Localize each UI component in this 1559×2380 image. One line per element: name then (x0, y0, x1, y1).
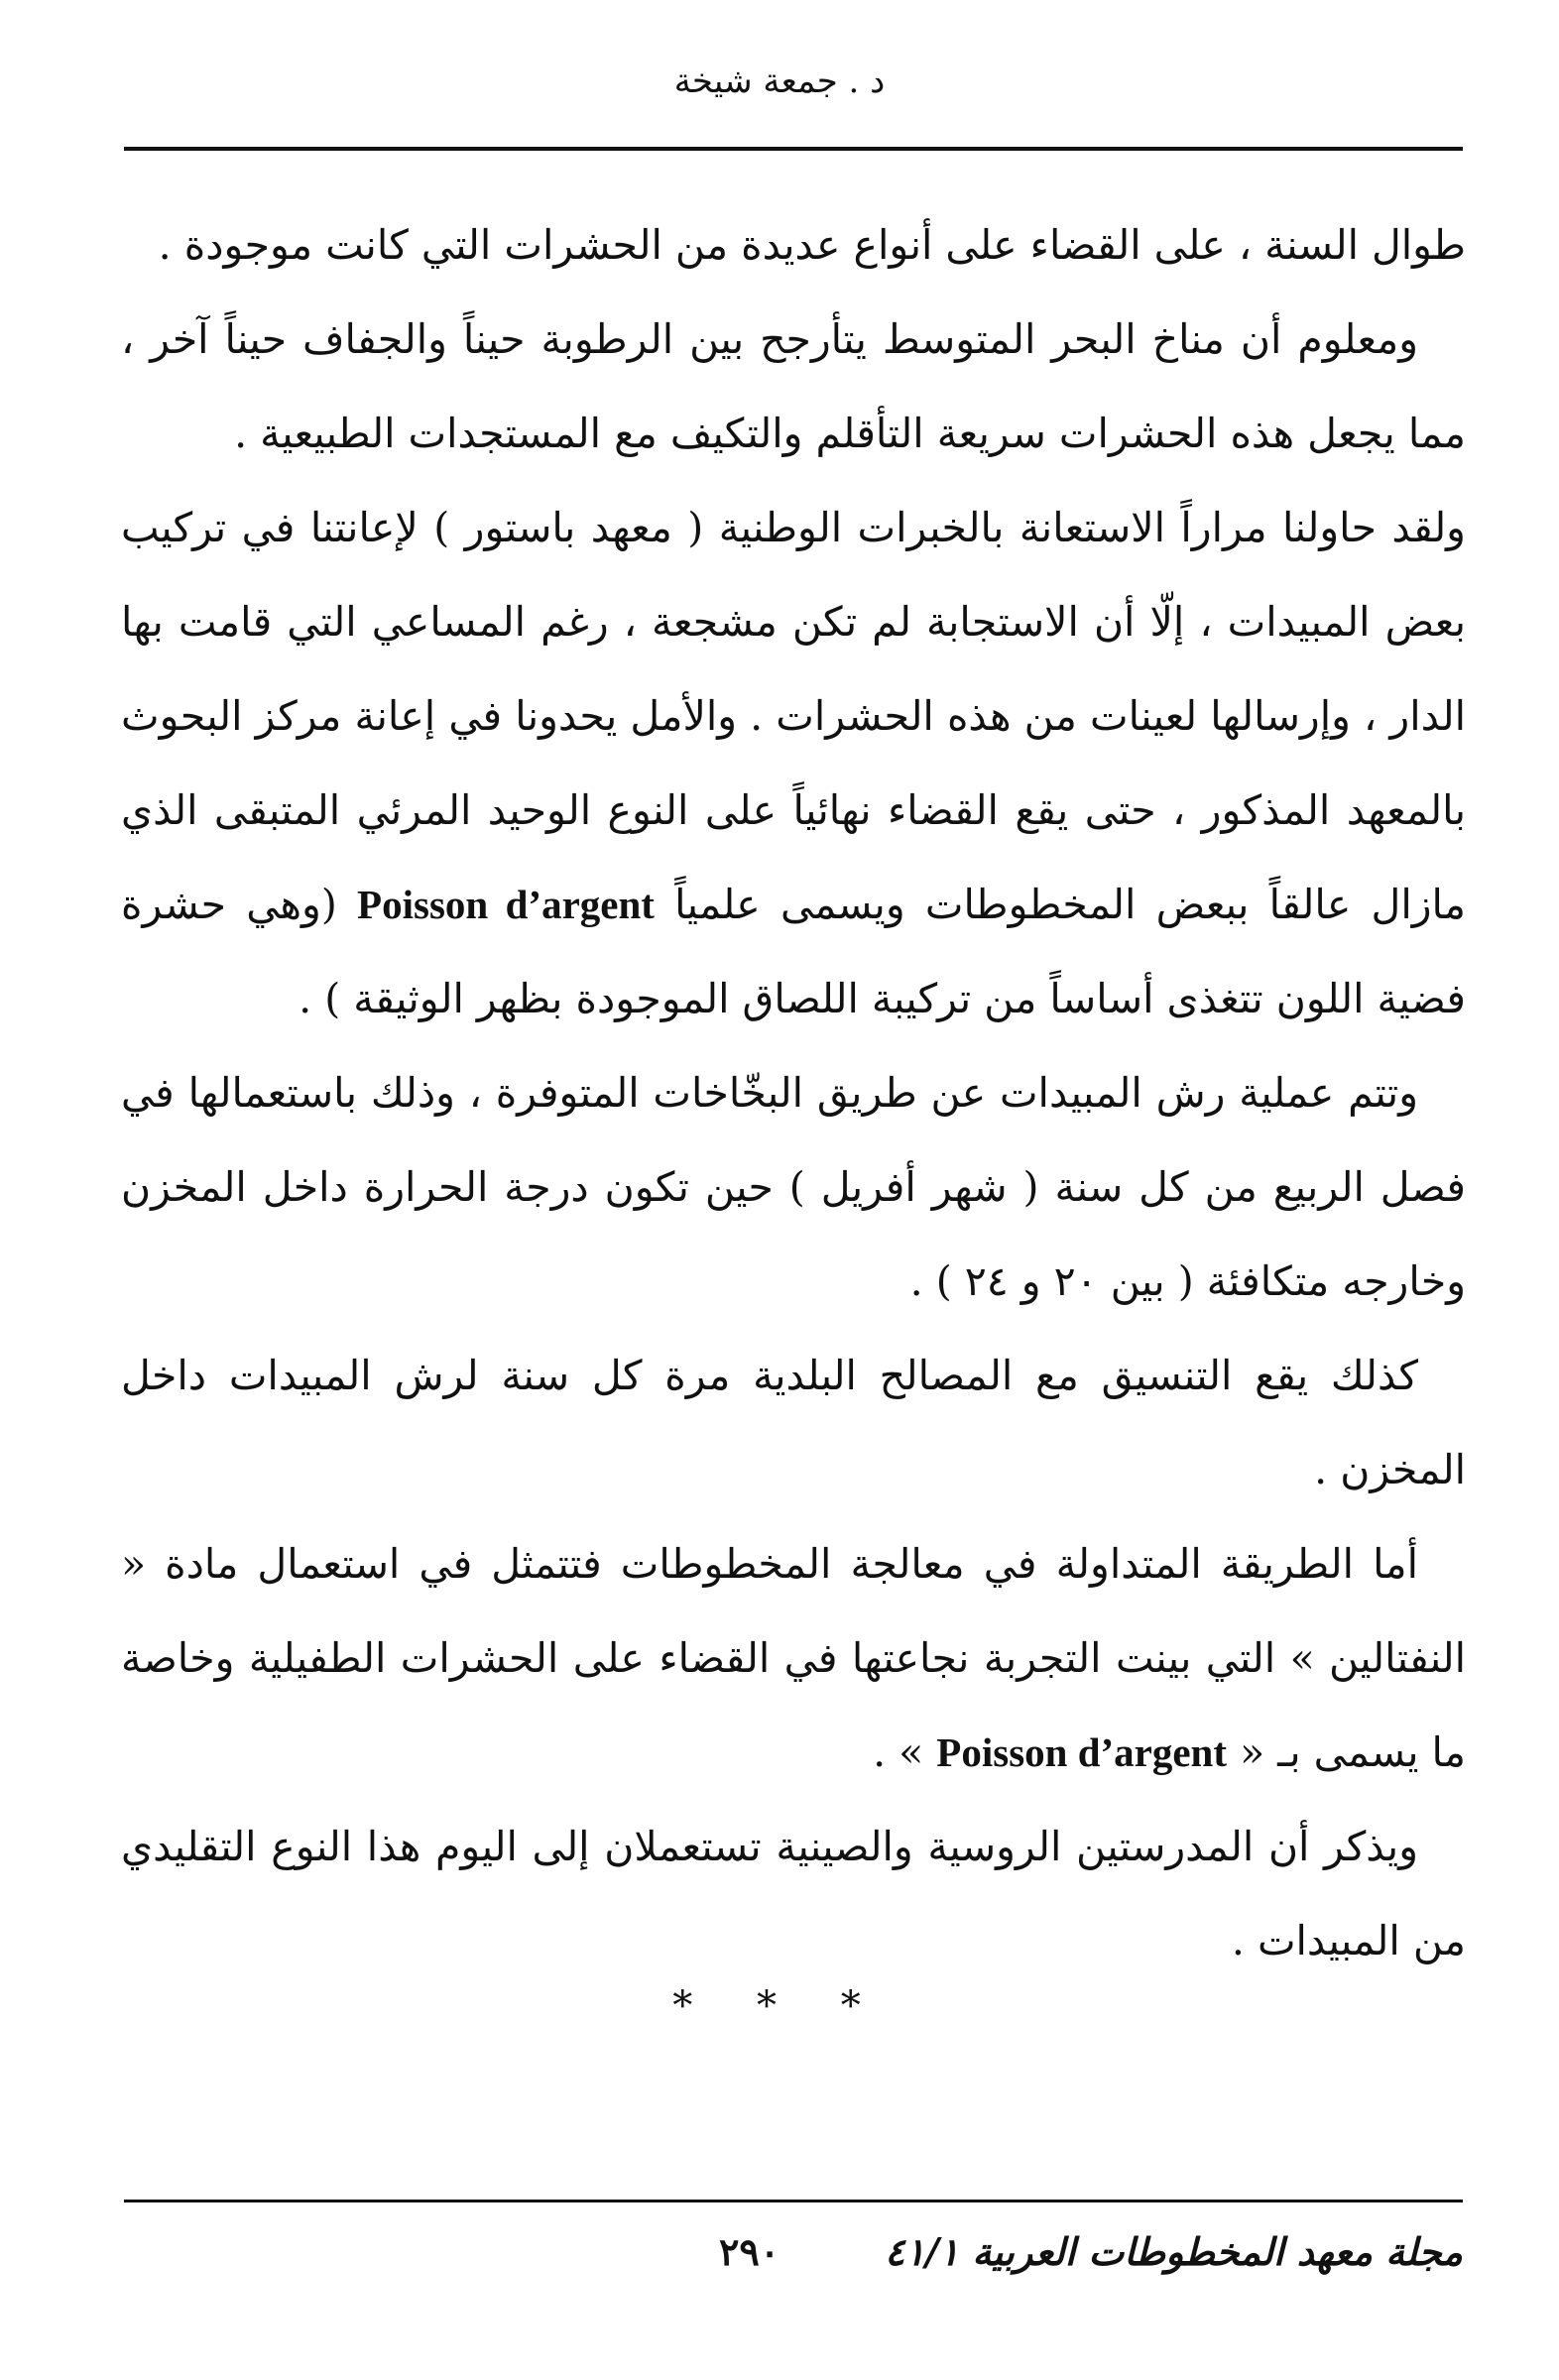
running-head-author: د . جمعة شيخة (673, 61, 886, 101)
latin-term: Poisson d’argent (936, 1729, 1228, 1775)
paragraph-text: طوال السنة ، على القضاء على أنواع عديدة من الحشرات التي كانت موجودة . (158, 221, 1466, 269)
paragraph-7 (121, 1800, 1466, 1988)
paragraph-text: ويذكر أن المدرستين الروسية والصينية تستعملان إلى اليوم هذا النوع التقليدي من المبيدات . (121, 1823, 1466, 1964)
footer-rule (124, 2200, 1463, 2202)
section-separator: * * * (672, 1983, 887, 2029)
paragraph-5 (121, 1329, 1466, 1517)
latin-term: Poisson d’argent (357, 882, 655, 927)
paragraph-text: ولقد حاولنا مراراً الاستعانة بالخبرات الوطنية ( معهد باستور ) لإعانتنا في تركيب بعض المبيدات ، إلّا أن الاستجابة لم تكن مشجعة ، رغم المساعي التي قامت بها الدار ، وإرسالها لعينات من هذه الحشرات . والأمل يحدونا في إعانة مركز البحوث بالمعهد المذكور ، حتى يقع القضاء نهائياً على النوع الوحيد المرئي المتبقى الذي مازال عالقاً ببعض المخطوطات ويسمى علمياً (121, 504, 1466, 928)
paragraph-text: كذلك يقع التنسيق مع المصالح البلدية مرة كل سنة لرش المبيدات داخل المخزن . (121, 1352, 1466, 1493)
paragraph-text: ومعلوم أن مناخ البحر المتوسط يتأرجح بين الرطوبة حيناً والجفاف حيناً آخر ، مما يجعل هذه الحشرات سريعة التأقلم والتكيف مع المستجدات الطبيعية . (121, 315, 1466, 457)
paragraph-1 (121, 198, 1466, 293)
header-rule (124, 147, 1463, 151)
page-number: ٢٩٠ (719, 2229, 780, 2274)
paragraph-text: وتتم عملية رش المبيدات عن طريق البخّاخات المتوفرة ، وذلك باستعمالها في فصل الربيع من كل سنة ( شهر أفريل ) حين تكون درجة الحرارة داخل المخزن وخارجه متكافئة ( بين ٢٠ و ٢٤ ) . (121, 1069, 1466, 1305)
paragraph-4 (121, 1046, 1466, 1329)
paragraph-text: أما الطريقة المتداولة في معالجة المخطوطات فتتمثل في استعمال مادة « النفتالين » التي بينت التجربة نجاعتها في القضاء على الحشرات الطفيلية وخاصة ما يسمى بـ « (121, 1540, 1466, 1776)
paragraph-text-continued: (وهي حشرة فضية اللون تتغذى أساساً من تركيبة اللصاق الموجودة بظهر الوثيقة ) . (121, 881, 1466, 1022)
paragraph-3 (121, 481, 1466, 1046)
page-footer (124, 2229, 1463, 2299)
body-text (121, 198, 1466, 1988)
paragraph-2 (121, 293, 1466, 481)
paragraph-text-continued: » . (873, 1728, 924, 1776)
journal-title: مجلة معهد المخطوطات العربية ٤١/١ (885, 2229, 1463, 2274)
paragraph-6 (121, 1517, 1466, 1800)
